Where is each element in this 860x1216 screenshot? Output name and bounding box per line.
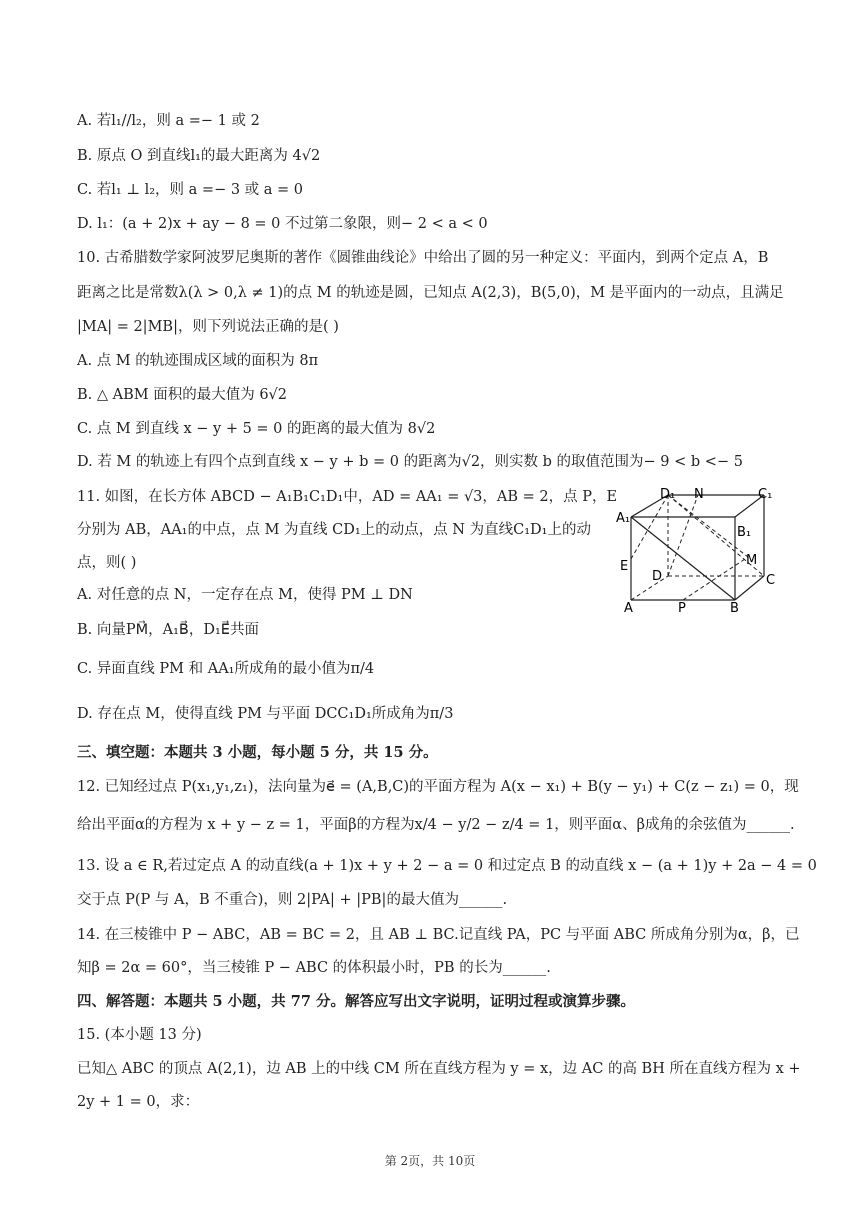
label-a1: A₁ — [616, 511, 631, 526]
q15-line2: 2y + 1 = 0，求： — [77, 1094, 200, 1110]
q9-option-c: C. 若l₁ ⊥ l₂，则 a =− 3 或 a = 0 — [77, 182, 304, 198]
label-p: P — [678, 601, 686, 616]
q15-line1: 已知△ ABC 的顶点 A(2,1)，边 AB 上的中线 CM 所在直线方程为 y = x，边 AC 的高 BH 所在直线方程为 x + — [77, 1061, 801, 1077]
q11-stem-line3: 点，则( ) — [77, 555, 137, 571]
q9-option-b: B. 原点 O 到直线l₁的最大距离为 4√2 — [77, 148, 321, 164]
q9-option-a: A. 若l₁//l₂，则 a =− 1 或 2 — [77, 113, 260, 129]
q14-line2: 知β = 2α = 60°，当三棱锥 P − ABC 的体积最小时，PB 的长为______. — [77, 960, 551, 976]
q11-stem-line2: 分别为 AB，AA₁的中点，点 M 为直线 CD₁上的动点，点 N 为直线C₁D₁上的动 — [77, 522, 591, 538]
label-b1: B₁ — [737, 525, 752, 540]
q12-line2: 给出平面α的方程为 x + y − z = 1，平面β的方程为x/4 − y/2 − z/4 = 1，则平面α、β成角的余弦值为______. — [77, 817, 795, 833]
label-n: N — [694, 487, 704, 502]
label-e: E — [620, 559, 629, 574]
label-a: A — [624, 601, 633, 616]
q10-stem-line2: 距离之比是常数λ(λ > 0,λ ≠ 1)的点 M 的轨迹是圆，已知点 A(2,3)，B(5,0)，M 是平面内的一动点，且满足 — [77, 285, 784, 301]
q9-option-d: D. l₁：(a + 2)x + ay − 8 = 0 不过第二象限，则− 2 < a < 0 — [77, 216, 488, 232]
cuboid-figure — [612, 484, 792, 616]
q13-line2: 交于点 P(P 与 A，B 不重合)，则 2|PA| + |PB|的最大值为______. — [77, 892, 508, 908]
page-footer: 第 2页，共 10页 — [384, 1154, 476, 1168]
q12-line1: 12. 已知经过点 P(x₁,y₁,z₁)，法向量为e⃗ = (A,B,C)的平面方程为 A(x − x₁) + B(y − y₁) + C(z − z₁) = 0，现 — [77, 779, 799, 795]
label-c: C — [766, 573, 776, 588]
q11-option-c: C. 异面直线 PM 和 AA₁所成角的最小值为π/4 — [77, 661, 375, 677]
q10-stem-line1: 10. 古希腊数学家阿波罗尼奥斯的著作《圆锥曲线论》中给出了圆的另一种定义：平面内，到两个定点 A，B — [77, 250, 769, 266]
q10-option-c: C. 点 M 到直线 x − y + 5 = 0 的距离的最大值为 8√2 — [77, 421, 436, 437]
q11-option-b: B. 向量PM⃗，A₁B⃗，D₁E⃗共面 — [77, 622, 259, 638]
q10-stem-line3: |MA| = 2|MB|，则下列说法正确的是( ) — [77, 319, 339, 335]
q14-line1: 14. 在三棱锥中 P − ABC，AB = BC = 2，且 AB ⊥ BC.记直线 PA，PC 与平面 ABC 所成角分别为α，β，已 — [77, 927, 800, 943]
label-b: B — [730, 601, 739, 616]
q11-stem-line1: 11. 如图，在长方体 ABCD − A₁B₁C₁D₁中，AD = AA₁ = √3，AB = 2，点 P，E — [77, 489, 618, 505]
q11-option-a: A. 对任意的点 N，一定存在点 M，使得 PM ⊥ DN — [77, 587, 413, 603]
q11-option-d: D. 存在点 M，使得直线 PM 与平面 DCC₁D₁所成角为π/3 — [77, 706, 454, 722]
section4-heading: 四、解答题：本题共 5 小题，共 77 分。解答应写出文字说明，证明过程或演算步骤。 — [77, 993, 635, 1010]
section3-heading: 三、填空题：本题共 3 小题，每小题 5 分，共 15 分。 — [77, 744, 438, 761]
q13-line1: 13. 设 a ∈ R,若过定点 A 的动直线(a + 1)x + y + 2 − a = 0 和过定点 B 的动直线 x − (a + 1)y + 2a − 4 = 0 — [77, 858, 817, 874]
label-d1: D₁ — [660, 487, 676, 502]
q10-option-a: A. 点 M 的轨迹围成区域的面积为 8π — [77, 353, 319, 369]
label-m: M — [746, 553, 758, 568]
q15-title: 15. (本小题 13 分) — [77, 1027, 202, 1043]
label-c1: C₁ — [758, 487, 773, 502]
q10-option-b: B. △ ABM 面积的最大值为 6√2 — [77, 387, 288, 403]
label-d: D — [652, 569, 663, 584]
q10-option-d: D. 若 M 的轨迹上有四个点到直线 x − y + b = 0 的距离为√2，则实数 b 的取值范围为− 9 < b <− 5 — [77, 454, 743, 470]
